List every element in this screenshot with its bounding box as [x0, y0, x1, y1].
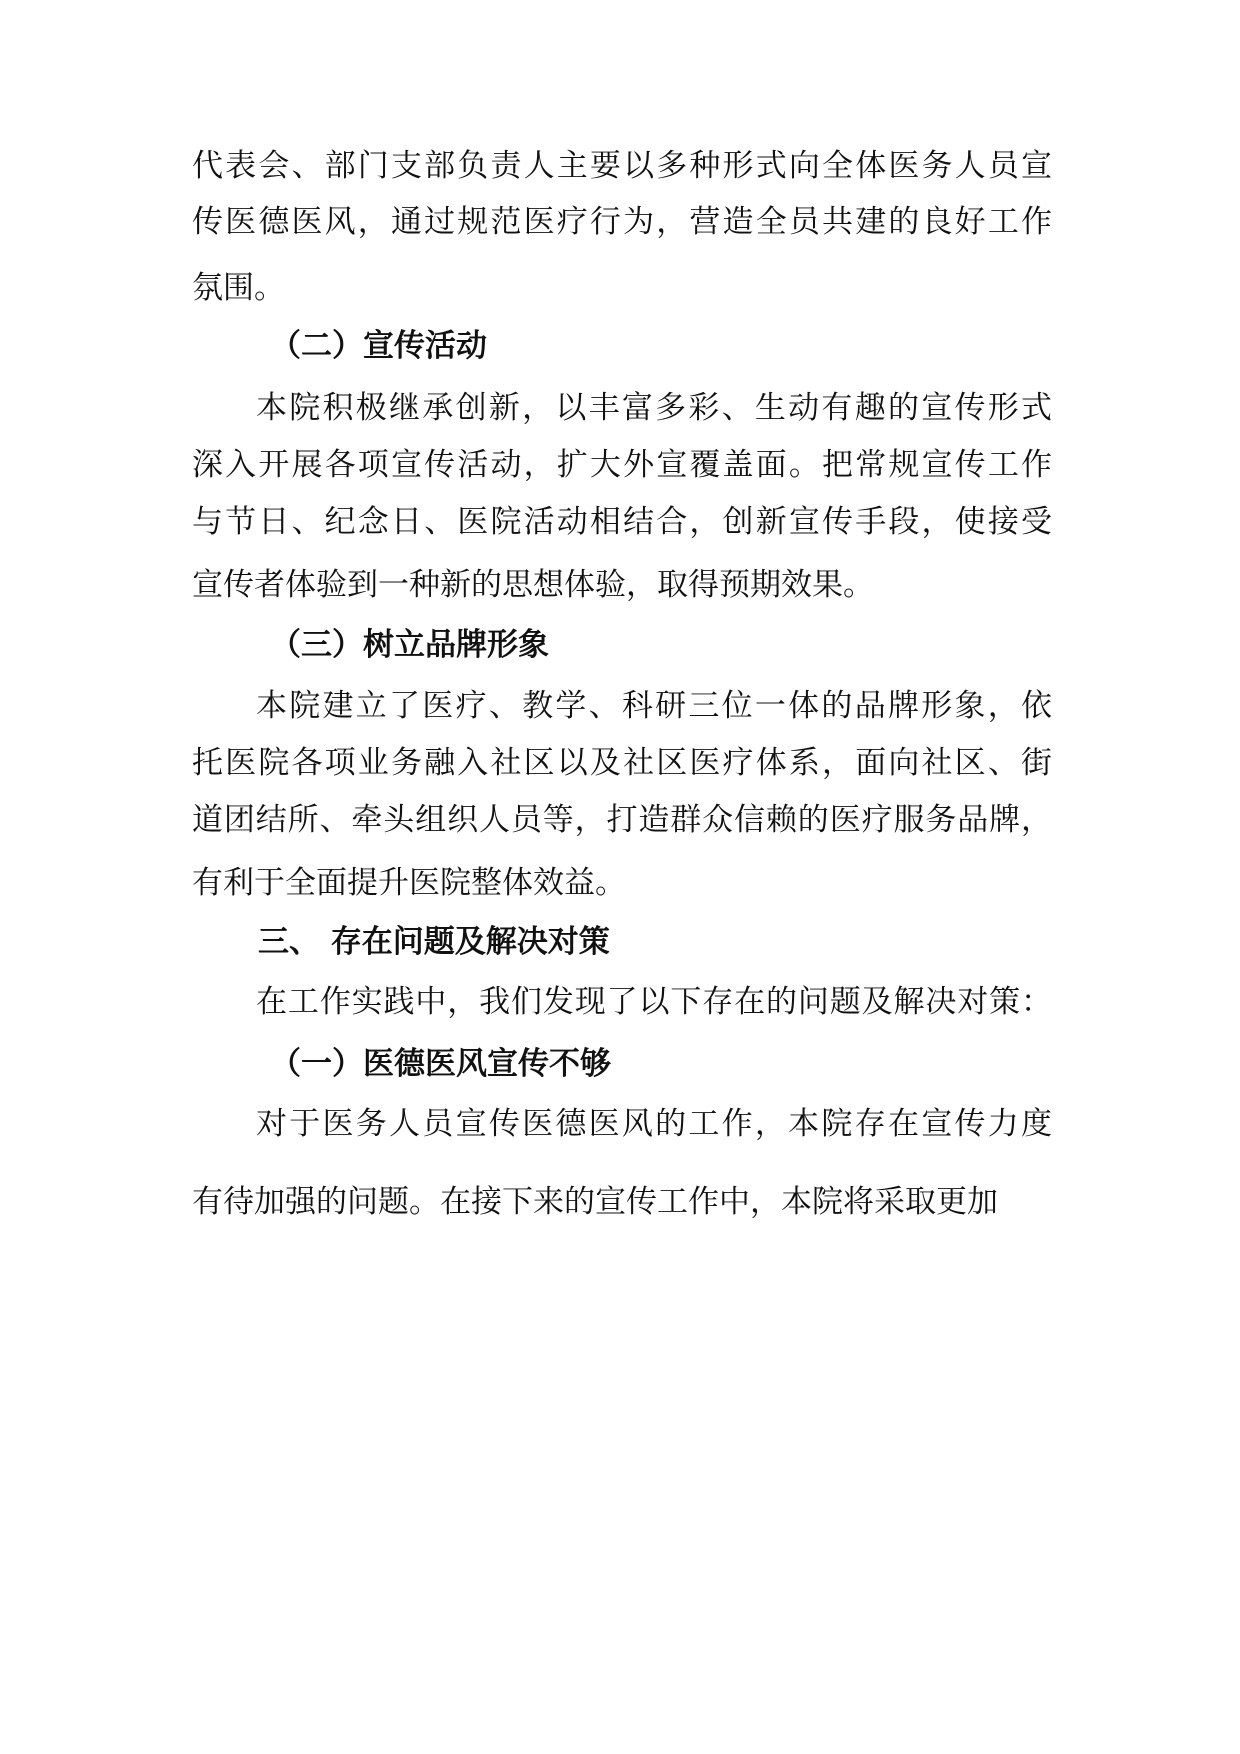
section-heading: 三、 存在问题及解决对策	[258, 924, 610, 960]
paragraph-line: 道团结所、牵头组织人员等，打造群众信赖的医疗服务品牌，	[192, 802, 1052, 838]
paragraph-line: 深入开展各项宣传活动，扩大外宣覆盖面。把常规宣传工作	[192, 447, 1052, 483]
paragraph-line: 有待加强的问题。在接下来的宣传工作中，本院将采取更加	[192, 1184, 998, 1220]
paragraph-line: 有利于全面提升医院整体效益。	[192, 865, 626, 901]
paragraph-line: 氛围。	[192, 270, 285, 306]
section-heading: （二）宣传活动	[270, 328, 487, 364]
section-heading: （一）医德医风宣传不够	[270, 1046, 611, 1082]
paragraph-line: 代表会、部门支部负责人主要以多种形式向全体医务人员宣	[192, 148, 1052, 184]
paragraph-line: 宣传者体验到一种新的思想体验，取得预期效果。	[192, 567, 874, 603]
paragraph-line: 传医德医风，通过规范医疗行为，营造全员共建的良好工作	[192, 204, 1052, 240]
paragraph-line: 对于医务人员宣传医德医风的工作，本院存在宣传力度	[256, 1106, 1052, 1142]
paragraph-line: 托医院各项业务融入社区以及社区医疗体系，面向社区、街	[192, 745, 1052, 781]
paragraph-line: 与节日、纪念日、医院活动相结合，创新宣传手段，使接受	[192, 504, 1052, 540]
section-heading: （三）树立品牌形象	[270, 627, 549, 663]
paragraph-line: 本院积极继承创新，以丰富多彩、生动有趣的宣传形式	[256, 390, 1052, 426]
paragraph-line: 本院建立了医疗、教学、科研三位一体的品牌形象，依	[256, 688, 1052, 724]
paragraph-line: 在工作实践中，我们发现了以下存在的问题及解决对策：	[256, 984, 1052, 1020]
